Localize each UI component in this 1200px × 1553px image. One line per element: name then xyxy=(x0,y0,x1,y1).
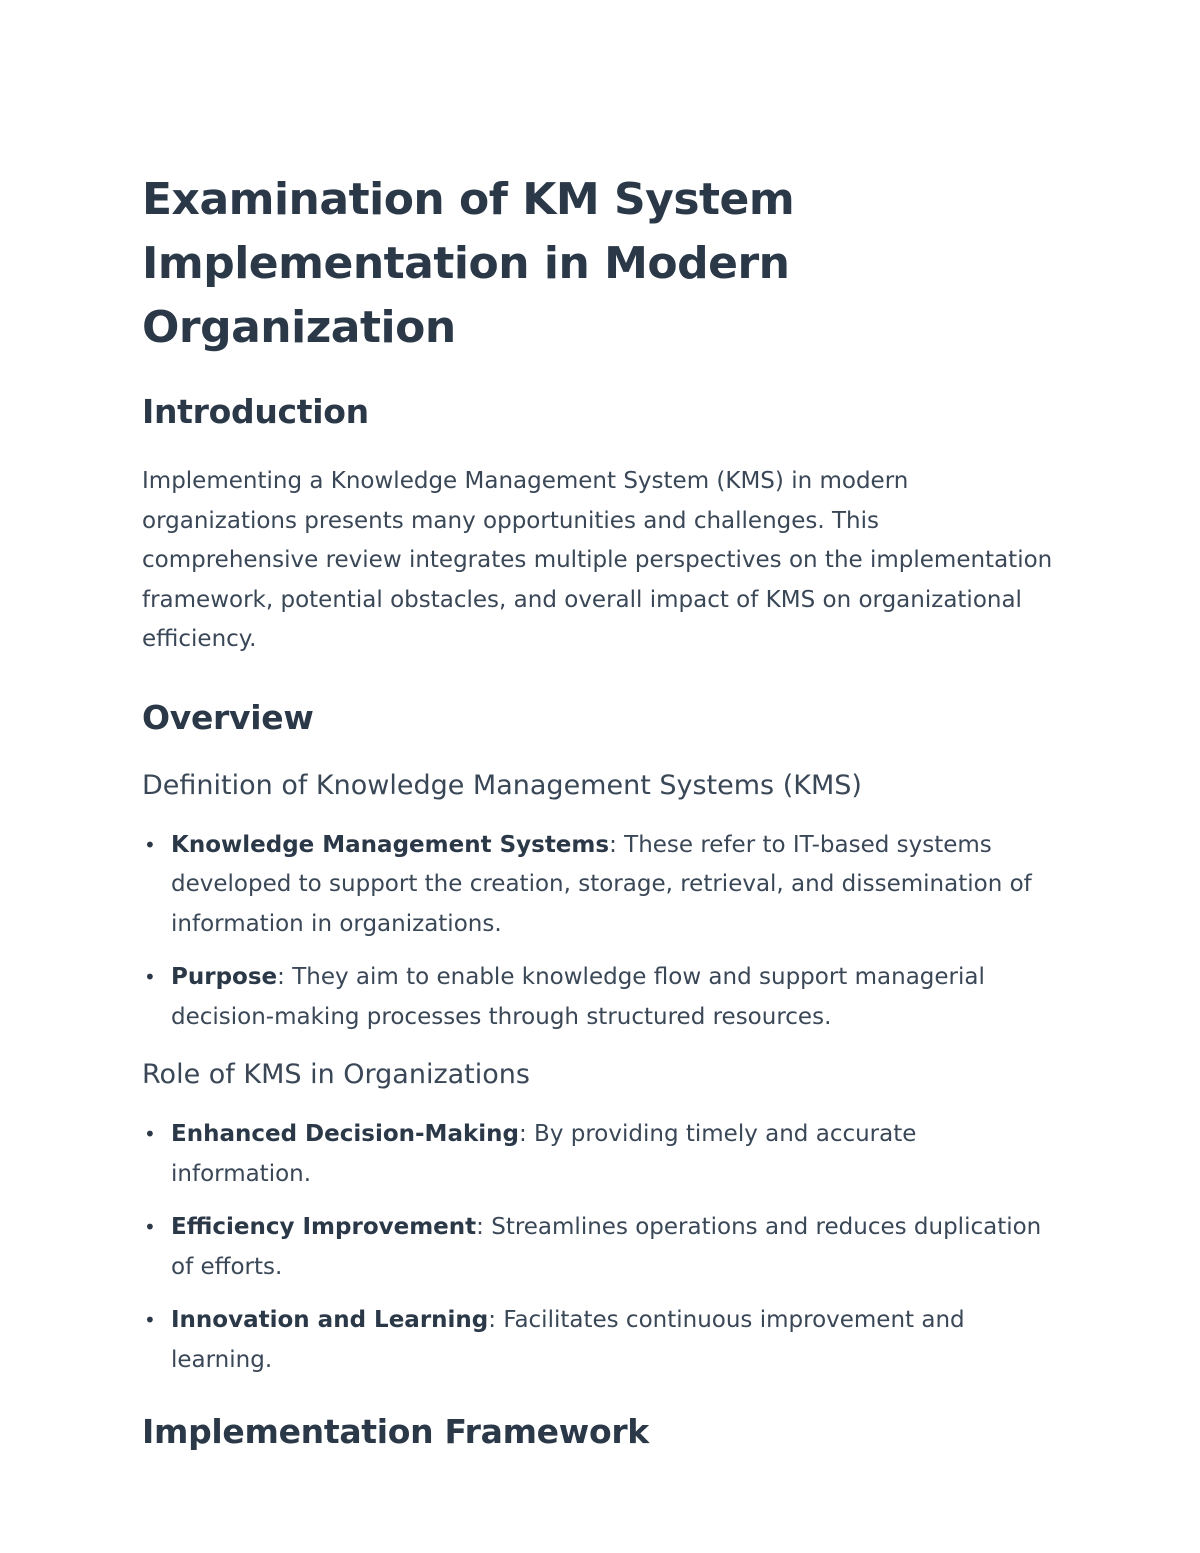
list-item xyxy=(142,1301,1060,1380)
list-item-term: Innovation and Learning xyxy=(171,1307,489,1333)
implementation-framework-heading: Implementation Framework xyxy=(142,1412,649,1451)
introduction-heading: Introduction xyxy=(142,392,369,431)
role-list xyxy=(142,1115,1060,1380)
list-item-text: : By providing timely and accurate information. xyxy=(171,1121,917,1187)
list-item xyxy=(142,1115,1060,1194)
overview-heading: Overview xyxy=(142,697,314,737)
bullet-icon: • xyxy=(144,1122,156,1146)
list-item-text: : Facilitates continuous improvement and learning. xyxy=(171,1307,965,1373)
list-item xyxy=(142,958,1060,1037)
bullet-icon: • xyxy=(144,1215,156,1239)
bullet-icon: • xyxy=(144,832,156,857)
bullet-icon: • xyxy=(144,965,156,989)
bullet-icon: • xyxy=(144,1308,156,1332)
introduction-paragraph: Implementing a Knowledge Management System (KMS) in modern organizations presents many opportunities and challenges. This comprehensive review integrates multiple perspectives on the implementation framework, potential obstacles, and overall impact of KMS on organizational efficiency. xyxy=(142,468,1053,652)
list-item-term: Efficiency Improvement xyxy=(171,1214,477,1240)
document-title: Examination of KM System Implementation in Modern Organization xyxy=(142,174,795,353)
list-item xyxy=(142,1208,1060,1287)
list-item-term: Enhanced Decision-Making xyxy=(171,1121,519,1147)
definition-list xyxy=(142,826,1060,1038)
list-item-text: : These refer to IT-based systems developed to support the creation, storage, retrieval, and dissemination of information in organizations. xyxy=(171,831,1032,937)
list-item xyxy=(142,826,1060,945)
role-subheading: Role of KMS in Organizations xyxy=(142,1059,530,1090)
definition-subheading: Definition of Knowledge Management Systems (KMS) xyxy=(142,769,862,801)
list-item-term: Purpose xyxy=(171,964,278,990)
list-item-term: Knowledge Management Systems xyxy=(171,831,610,858)
list-item-text: : They aim to enable knowledge flow and support managerial decision-making processes through structured resources. xyxy=(171,964,985,1030)
list-item-text: : Streamlines operations and reduces duplication of efforts. xyxy=(171,1214,1042,1280)
